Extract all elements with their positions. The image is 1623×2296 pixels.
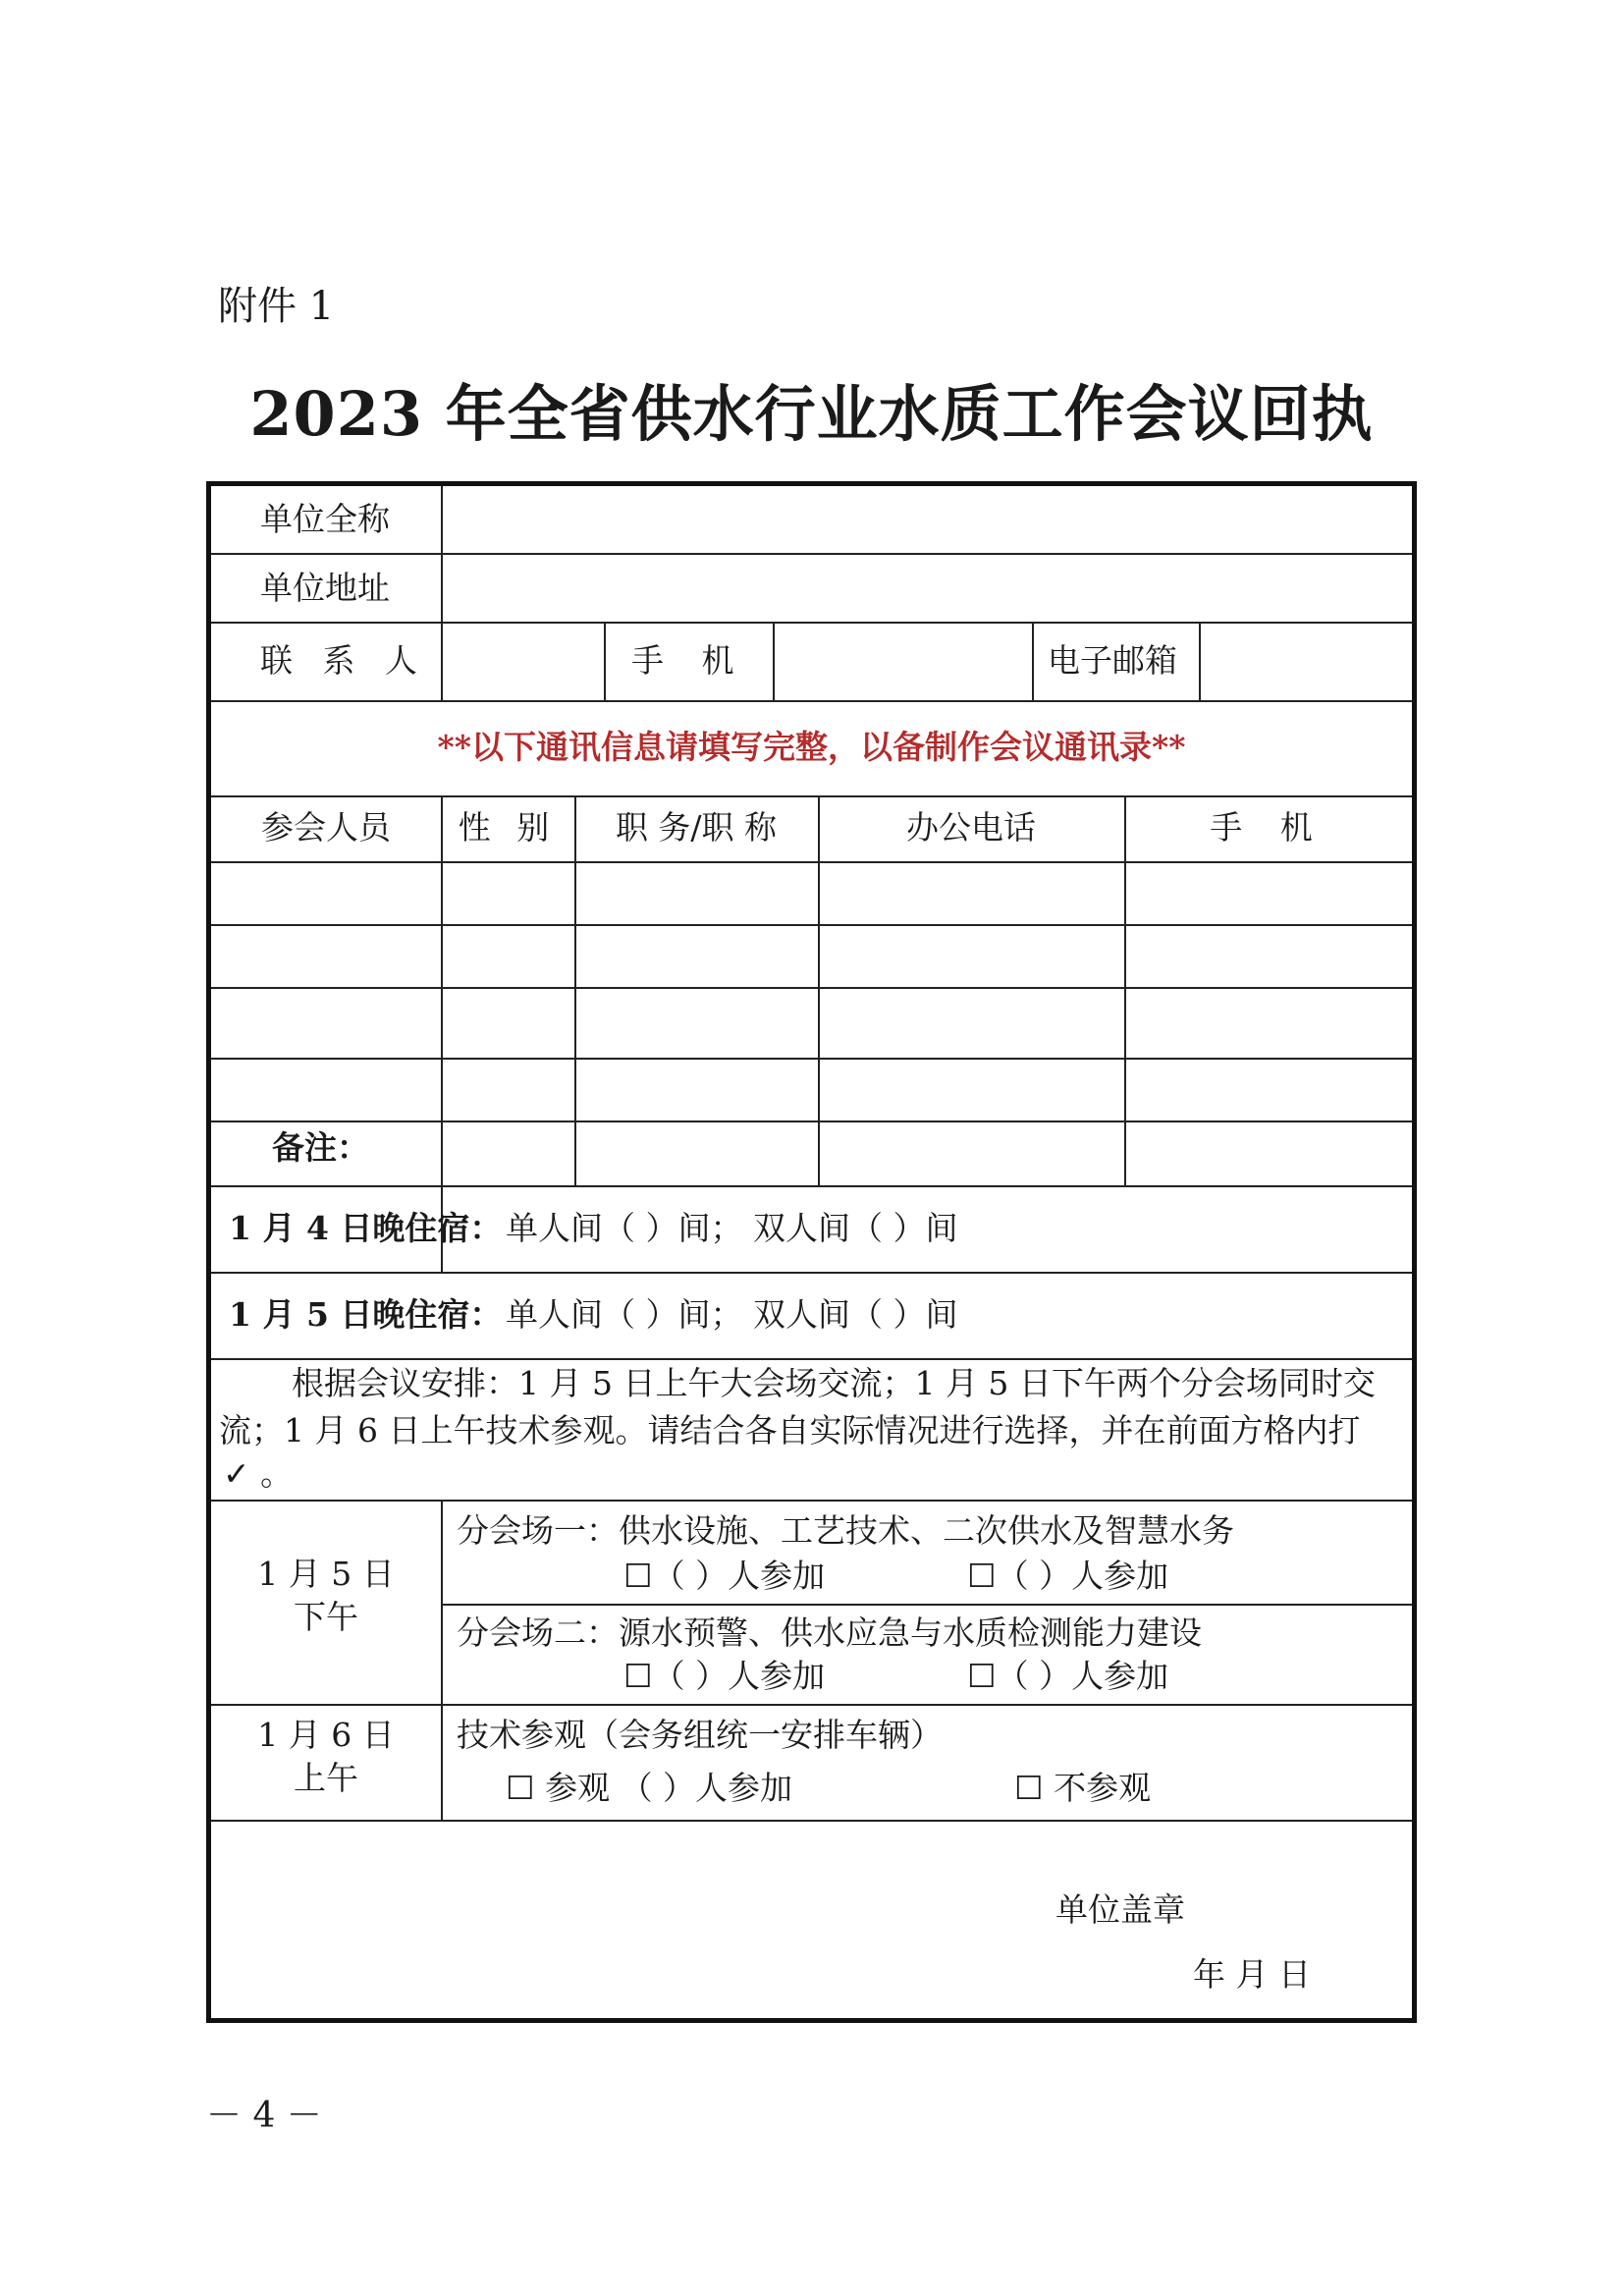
row-divider — [211, 924, 1412, 926]
stay-jan4-options: 单人间（ ）间； 双人间（ ）间 — [506, 1209, 958, 1247]
row-divider — [211, 1358, 1412, 1360]
stay-jan5-options: 单人间（ ）间； 双人间（ ）间 — [506, 1295, 958, 1334]
stay-jan4-label: 1 月 4 日晚住宿： — [229, 1209, 503, 1247]
col-divider — [574, 795, 576, 1185]
row-divider — [211, 1058, 1412, 1060]
arrangement-line: 流；1 月 6 日上午技术参观。请结合各自实际情况进行选择，并在前面方格内打 — [219, 1411, 1361, 1449]
row-divider — [211, 795, 1412, 797]
col-divider — [604, 622, 606, 700]
row-divider — [211, 700, 1412, 702]
tour-option-join[interactable]: ☐ 参观 （ ）人参加 — [506, 1769, 793, 1807]
row-divider — [211, 861, 1412, 863]
document-title: 2023 年全省供水行业水质工作会议回执 — [249, 378, 1374, 450]
session2-option-attend-alt[interactable]: ☐（ ）人参加 — [967, 1657, 1169, 1695]
col-divider — [441, 1500, 443, 1820]
session1-option-attend[interactable]: ☐（ ）人参加 — [623, 1557, 826, 1595]
row-divider — [211, 1820, 1412, 1822]
col-divider — [1032, 622, 1034, 700]
email-label: 电子邮箱 — [1048, 641, 1177, 680]
session1-title: 分会场一：供水设施、工艺技术、二次供水及智慧水务 — [457, 1511, 1234, 1550]
attendee-name-header: 参会人员 — [261, 808, 391, 847]
notice-text: **以下通讯信息请填写完整，以备制作会议通讯录** — [437, 728, 1186, 766]
position-header: 职 务/职 称 — [615, 808, 778, 847]
row-divider — [211, 622, 1412, 624]
row-divider — [211, 553, 1412, 555]
row-divider — [211, 1272, 1412, 1274]
mobile-label: 手 机 — [631, 641, 748, 680]
jan6-am-date: 1 月 6 日 — [257, 1716, 395, 1754]
mobile-header: 手 机 — [1210, 808, 1326, 847]
row-divider — [441, 1604, 1412, 1606]
jan5-pm-date: 1 月 5 日 — [257, 1555, 395, 1593]
col-divider — [1124, 795, 1126, 1185]
gender-header: 性 别 — [458, 808, 558, 847]
session1-option-attend-alt[interactable]: ☐（ ）人参加 — [967, 1557, 1169, 1595]
row-divider — [211, 1121, 1412, 1122]
unit-name-label: 单位全称 — [260, 500, 390, 538]
col-divider — [1199, 622, 1201, 700]
seal-label: 单位盖章 — [1055, 1890, 1185, 1929]
session2-option-attend[interactable]: ☐（ ）人参加 — [623, 1657, 826, 1695]
jan6-am-period: 上午 — [294, 1759, 358, 1797]
tour-option-decline[interactable]: ☐ 不参观 — [1014, 1769, 1152, 1807]
arrangement-line: 根据会议安排：1 月 5 日上午大会场交流；1 月 5 日下午两个分会场同时交 — [292, 1364, 1376, 1402]
session2-title: 分会场二：源水预警、供水应急与水质检测能力建设 — [457, 1613, 1202, 1652]
col-divider — [441, 486, 443, 700]
jan5-pm-period: 下午 — [294, 1598, 358, 1636]
col-divider — [441, 795, 443, 1272]
page-number: － 4 － — [206, 2096, 322, 2136]
office-phone-header: 办公电话 — [906, 808, 1036, 847]
tour-title: 技术参观（会务组统一安排车辆） — [457, 1716, 943, 1754]
arrangement-line: ✓ 。 — [223, 1454, 294, 1493]
col-divider — [818, 795, 820, 1185]
receipt-form — [206, 481, 1417, 2023]
attachment-label: 附件 1 — [218, 284, 335, 329]
col-divider — [773, 622, 775, 700]
stay-jan5-label: 1 月 5 日晚住宿： — [229, 1295, 503, 1334]
date-label: 年 月 日 — [1193, 1955, 1311, 1994]
row-divider — [211, 1185, 1412, 1187]
row-divider — [211, 987, 1412, 989]
contact-label: 联 系 人 — [260, 641, 427, 680]
unit-address-label: 单位地址 — [260, 569, 390, 607]
row-divider — [211, 1704, 1412, 1706]
row-divider — [211, 1500, 1412, 1502]
remarks-label: 备注： — [272, 1128, 369, 1167]
